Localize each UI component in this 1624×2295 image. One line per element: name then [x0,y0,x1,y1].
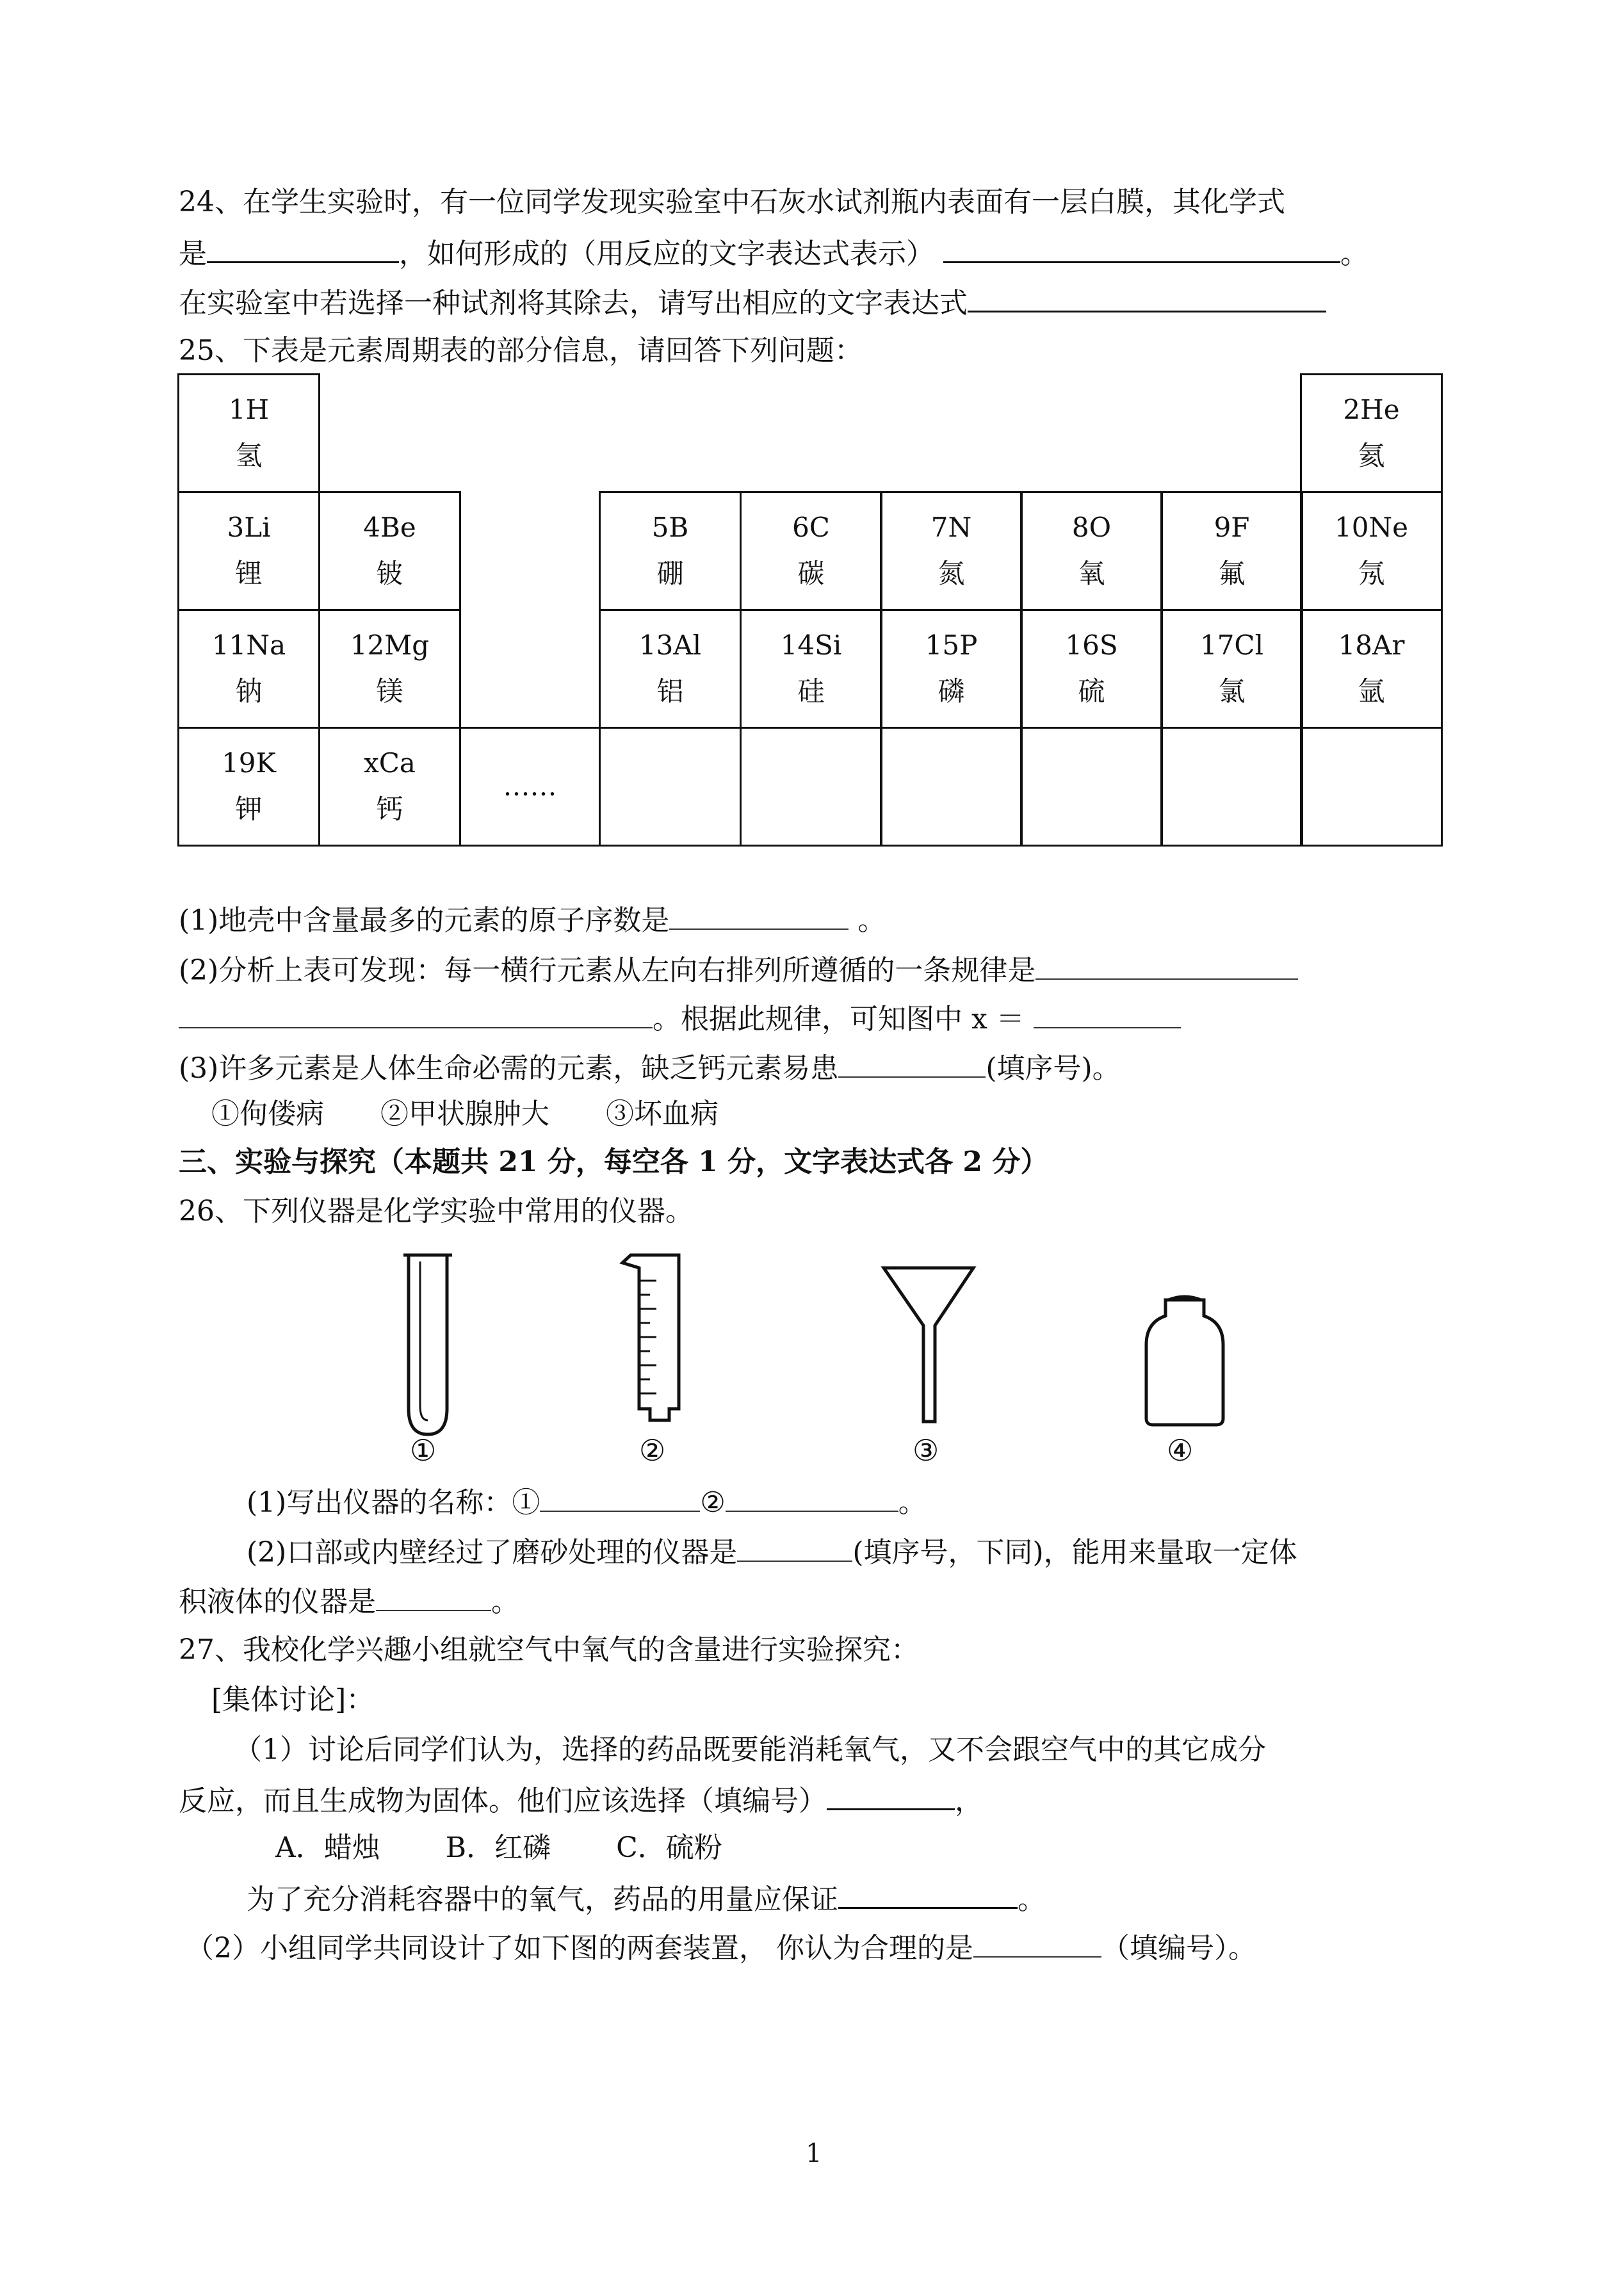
q25-sub2 [179,950,1298,990]
q27-sub1-line2 [179,1780,983,1821]
q24-line2-c: 。 [1340,238,1368,270]
element-cell [177,727,320,847]
q27-sub1-line2-a: 反应，而且生成物为固体。他们应该选择（填编号） [179,1785,827,1817]
q27-sub2-b: （填编号）。 [1101,1932,1256,1965]
element-symbol: 8O [1071,512,1112,543]
element-symbol: 9F [1214,512,1250,543]
element-symbol: 11Na [211,629,286,661]
q25-blank-rule-2[interactable] [179,999,653,1028]
bottle-icon [1146,1297,1223,1425]
element-symbol: 5B [651,512,689,543]
q24-line3 [179,282,1326,323]
element-cell [1300,373,1443,493]
ellipsis-text: …… [503,770,557,802]
element-symbol: 10Ne [1334,512,1409,543]
q24-blank-formula[interactable] [207,233,399,263]
element-name: 氮 [938,558,965,589]
element-name: 氩 [1358,676,1385,707]
apparatus-label-4: ④ [1167,1433,1194,1468]
q26-sub2-d: 。 [491,1585,519,1618]
element-symbol: 16S [1065,629,1118,661]
section3-heading: 三、实验与探究（本题共 21 分，每空各 1 分，文字表达式各 2 分） [179,1146,1049,1178]
q25-sub1-b: 。 [857,904,886,937]
q24-blank-equation[interactable] [943,233,1340,263]
element-cell [177,491,320,611]
element-name: 氟 [1218,558,1246,589]
q25-intro: 25、下表是元素周期表的部分信息，请回答下列问题： [179,334,863,367]
element-symbol: 17Cl [1199,629,1263,661]
q25-sub3-a: (3)许多元素是人体生命必需的元素，缺乏钙元素易患 [179,1052,839,1085]
element-cell [1020,491,1163,611]
element-name: 氦 [1358,440,1385,471]
q25-sub2-cont [179,999,1181,1039]
q24-line2 [179,233,1368,273]
element-cell [318,491,461,611]
q24-line2-a: 是 [179,238,207,270]
q26-sub1 [247,1482,927,1522]
q26-sub1-a: (1)写出仪器的名称：① [247,1486,540,1519]
element-name: 硼 [656,558,684,589]
element-cell [1300,609,1443,729]
element-cell [177,609,320,729]
element-cell [880,609,1023,729]
apparatus-label-2: ② [639,1433,666,1468]
q25-blank-atomic-number[interactable] [669,900,849,930]
element-symbol: 18Ar [1338,629,1405,661]
element-name: 硅 [797,676,825,707]
q26-blank-name-1[interactable] [540,1482,700,1512]
element-cell [177,373,320,493]
q26-sub2-c: 积液体的仪器是 [179,1585,376,1618]
q25-blank-rule-1[interactable] [1035,950,1298,980]
element-symbol: 3Li [227,512,271,543]
q27-amount-a: 为了充分消耗容器中的氧气，药品的用量应保证 [247,1883,838,1916]
element-symbol: 13Al [638,629,702,661]
element-name: 氧 [1078,558,1105,589]
element-cell [599,609,742,729]
element-cell [599,491,742,611]
element-symbol: 6C [792,512,830,543]
element-symbol: 1H [228,394,270,425]
empty-cell [1020,727,1163,847]
element-name: 铝 [656,676,684,707]
element-name: 铍 [376,558,403,589]
element-name: 碳 [797,558,825,589]
q27-sub1-line1: （1）讨论后同学们认为，选择的药品既要能消耗氧气，又不会跟空气中的其它成分 [234,1733,1266,1766]
element-cell [1020,609,1163,729]
q24-line1: 24、在学生实验时，有一位同学发现实验室中石灰水试剂瓶内表面有一层白膜，其化学式 [179,186,1285,218]
q27-blank-device[interactable] [973,1928,1101,1958]
q25-sub3-b: (填序号)。 [986,1052,1121,1085]
q25-sub2-b: 。根据此规律，可知图中 x ＝ [653,1003,1025,1035]
element-name: 氢 [235,440,263,471]
element-name: 钾 [235,793,263,825]
q27-intro: 27、我校化学兴趣小组就空气中氧气的含量进行实验探究： [179,1634,919,1666]
q25-sub2-a: (2)分析上表可发现：每一横行元素从左向右排列所遵循的一条规律是 [179,954,1036,987]
graduated-cylinder-icon [622,1255,679,1420]
q27-discussion: [集体讨论]： [211,1683,375,1716]
q27-blank-choice[interactable] [827,1780,955,1810]
q27-sub2-a: （2）小组同学共同设计了如下图的两套装置， 你认为合理的是 [186,1932,973,1965]
q25-sub1 [179,900,886,940]
element-name: 氯 [1218,676,1246,707]
element-name: 磷 [938,676,965,707]
q26-sub2 [247,1532,1297,1572]
element-symbol: 4Be [363,512,416,543]
empty-cell [1160,727,1303,847]
element-cell [1300,491,1443,611]
element-name: 镁 [376,676,403,707]
q26-blank-measure[interactable] [376,1582,491,1611]
element-symbol: 12Mg [350,629,430,661]
ellipsis-cell [459,727,601,847]
element-cell [1160,609,1303,729]
element-cell [880,491,1023,611]
empty-cell [740,727,882,847]
q25-sub3 [179,1048,1121,1088]
element-symbol: 2He [1343,394,1400,425]
element-symbol: 14Si [780,629,842,661]
test-tube-icon [403,1255,452,1434]
funnel-icon [884,1268,973,1422]
q25-blank-x[interactable] [1034,999,1181,1028]
q26-blank-name-2[interactable] [726,1482,898,1512]
element-name: 钙 [376,793,403,825]
q25-options: ①佝偻病 ②甲状腺肿大 ③坏血病 [211,1098,719,1130]
q25-sub1-a: (1)地壳中含量最多的元素的原子序数是 [179,904,670,937]
q27-amount-b: 。 [1018,1883,1046,1916]
q27-choices: A．蜡烛 B．红磷 C．硫粉 [275,1831,722,1864]
element-symbol: 7N [930,512,972,543]
apparatus-label-3: ③ [913,1433,939,1468]
q25-blank-disease[interactable] [838,1048,986,1078]
element-symbol: 19K [222,747,276,779]
q27-sub2 [186,1928,1256,1968]
q26-sub2-b: (填序号，下同)，能用来量取一定体 [852,1536,1297,1569]
element-name: 钠 [235,676,263,707]
q26-intro: 26、下列仪器是化学实验中常用的仪器。 [179,1195,694,1228]
q26-sub2-cont [179,1582,519,1621]
q26-sub1-c: 。 [898,1486,927,1519]
page-number: 1 [806,2139,822,2168]
q24-line3-text: 在实验室中若选择一种试剂将其除去，请写出相应的文字表达式 [179,287,968,320]
element-symbol: 15P [925,629,978,661]
element-name: 氖 [1358,558,1385,589]
q26-sub1-b: ② [700,1486,726,1519]
element-name: 锂 [235,558,263,589]
q27-blank-amount[interactable] [838,1879,1018,1909]
q27-amount [247,1879,1046,1919]
q24-line2-b: ，如何形成的（用反应的文字表达式表示） [399,238,934,270]
element-cell [318,727,461,847]
empty-cell [599,727,742,847]
element-cell [1160,491,1303,611]
q24-blank-removal[interactable] [968,282,1326,312]
element-symbol: xCa [364,747,416,779]
element-name: 硫 [1078,676,1105,707]
q27-sub1-line2-b: ， [955,1785,983,1817]
element-cell [740,491,882,611]
q26-blank-frosted[interactable] [737,1532,852,1562]
apparatus-label-1: ① [410,1433,437,1468]
element-cell [740,609,882,729]
element-cell [318,609,461,729]
empty-cell [880,727,1023,847]
empty-cell [1300,727,1443,847]
apparatus-figure [397,1249,1262,1441]
q26-sub2-a: (2)口部或内壁经过了磨砂处理的仪器是 [247,1536,738,1569]
